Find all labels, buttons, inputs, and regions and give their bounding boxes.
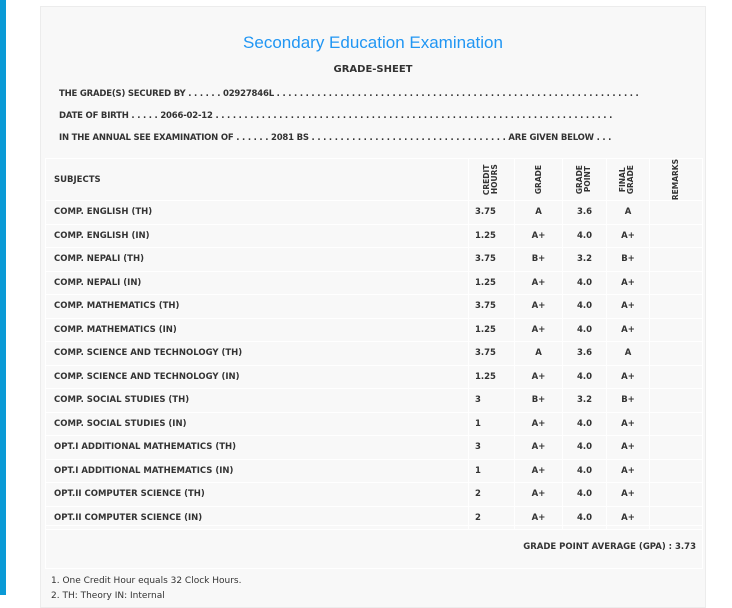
remarks-cell <box>650 271 703 295</box>
credit-hours-cell: 1.25 <box>469 318 515 342</box>
subject-cell: OPT.I ADDITIONAL MATHEMATICS (IN) <box>46 459 469 483</box>
grade-cell: B+ <box>515 248 563 272</box>
table-row <box>46 483 703 507</box>
table-row <box>46 271 703 295</box>
table-row <box>46 248 703 272</box>
remarks-cell <box>650 248 703 272</box>
grade-cell: A+ <box>515 224 563 248</box>
subject-cell: COMP. SCIENCE AND TECHNOLOGY (TH) <box>46 342 469 366</box>
exam-title: Secondary Education Examination <box>243 33 503 52</box>
remarks-cell <box>650 342 703 366</box>
table-header <box>46 159 703 201</box>
subject-cell: COMP. MATHEMATICS (IN) <box>46 318 469 342</box>
subject-cell: COMP. SOCIAL STUDIES (TH) <box>46 389 469 413</box>
final-grade-cell: A+ <box>607 318 650 342</box>
remarks-cell <box>650 483 703 507</box>
credit-hours-cell: 3 <box>469 389 515 413</box>
credit-hours-cell: 3 <box>469 436 515 460</box>
table-row <box>46 224 703 248</box>
grade-cell: A+ <box>515 318 563 342</box>
credit-hours-cell: 1 <box>469 412 515 436</box>
table-row <box>46 459 703 483</box>
final-grade-cell: A+ <box>607 436 650 460</box>
grade-point-cell: 4.0 <box>563 295 607 319</box>
remarks-cell <box>650 224 703 248</box>
gpa-value: GRADE POINT AVERAGE (GPA) : 3.73 <box>523 542 696 552</box>
remarks-cell <box>650 389 703 413</box>
subject-cell: OPT.II COMPUTER SCIENCE (TH) <box>46 483 469 507</box>
grade-cell: A+ <box>515 506 563 530</box>
final-grade-cell: A <box>607 342 650 366</box>
subject-cell: COMP. SOCIAL STUDIES (IN) <box>46 412 469 436</box>
gpa-row <box>45 525 703 569</box>
left-accent-bar <box>0 0 6 595</box>
final-grade-cell: A+ <box>607 483 650 507</box>
grade-cell: A+ <box>515 412 563 436</box>
grade-point-cell: 4.0 <box>563 365 607 389</box>
credit-hours-cell: 3.75 <box>469 295 515 319</box>
subject-cell: COMP. SCIENCE AND TECHNOLOGY (IN) <box>46 365 469 389</box>
grade-point-cell: 4.0 <box>563 224 607 248</box>
grade-cell: A+ <box>515 365 563 389</box>
final-grade-cell: A+ <box>607 271 650 295</box>
note-item: 2. TH: Theory IN: Internal <box>51 591 165 601</box>
grade-point-cell: 3.2 <box>563 389 607 413</box>
header-credit-hours: CREDIT HOURS <box>481 164 499 195</box>
subject-cell: OPT.II COMPUTER SCIENCE (IN) <box>46 506 469 530</box>
credit-hours-cell: 2 <box>469 506 515 530</box>
subject-cell: COMP. ENGLISH (IN) <box>46 224 469 248</box>
table-row <box>46 318 703 342</box>
remarks-cell <box>650 201 703 225</box>
grade-cell: A <box>515 201 563 225</box>
table-row <box>46 201 703 225</box>
grade-cell: A+ <box>515 436 563 460</box>
header-grade-point: GRADE POINT <box>574 165 592 195</box>
remarks-cell <box>650 365 703 389</box>
grade-cell: B+ <box>515 389 563 413</box>
credit-hours-cell: 1.25 <box>469 224 515 248</box>
credit-hours-cell: 3.75 <box>469 342 515 366</box>
subject-cell: COMP. ENGLISH (TH) <box>46 201 469 225</box>
grade-cell: A+ <box>515 271 563 295</box>
grade-point-cell: 3.6 <box>563 201 607 225</box>
remarks-cell <box>650 412 703 436</box>
credit-hours-cell: 1.25 <box>469 271 515 295</box>
final-grade-cell: A+ <box>607 412 650 436</box>
note-item: 1. One Credit Hour equals 32 Clock Hours. <box>51 576 242 586</box>
subject-cell: OPT.I ADDITIONAL MATHEMATICS (TH) <box>46 436 469 460</box>
credit-hours-cell: 1.25 <box>469 365 515 389</box>
grade-cell: A+ <box>515 295 563 319</box>
notes <box>51 574 241 604</box>
table-row <box>46 342 703 366</box>
header-final-grade: FINAL GRADE <box>618 165 635 195</box>
grade-cell: A+ <box>515 483 563 507</box>
symbol-number-line: THE GRADE(S) SECURED BY . . . . . . 02927846L . . . . . . . . . . . . . . . . . . . . . . . . . . . . . . . . . . . . . . . . . . . . . . . . . . . . . . . . . . . . . . . <box>59 89 639 99</box>
subject-cell: COMP. NEPALI (TH) <box>46 248 469 272</box>
credit-hours-cell: 3.75 <box>469 201 515 225</box>
final-grade-cell: A <box>607 201 650 225</box>
credit-hours-cell: 1 <box>469 459 515 483</box>
remarks-cell <box>650 459 703 483</box>
grade-point-cell: 4.0 <box>563 459 607 483</box>
table-row <box>46 412 703 436</box>
final-grade-cell: A+ <box>607 224 650 248</box>
table-row <box>46 295 703 319</box>
header-subjects: SUBJECTS <box>46 159 469 201</box>
grade-point-cell: 4.0 <box>563 483 607 507</box>
dob-line: DATE OF BIRTH . . . . . 2066-02-12 . . . . . . . . . . . . . . . . . . . . . . . . . . . . . . . . . . . . . . . . . . . . . . . . . . . . . . . . . . . . . . . . . . . . . <box>59 111 613 121</box>
final-grade-cell: B+ <box>607 389 650 413</box>
final-grade-cell: A+ <box>607 506 650 530</box>
grade-point-cell: 4.0 <box>563 271 607 295</box>
remarks-cell <box>650 295 703 319</box>
remarks-cell <box>650 318 703 342</box>
header-remarks: REMARKS <box>671 159 680 201</box>
credit-hours-cell: 3.75 <box>469 248 515 272</box>
table-row <box>46 436 703 460</box>
remarks-cell <box>650 436 703 460</box>
header-grade: GRADE <box>533 165 543 195</box>
credit-hours-cell: 2 <box>469 483 515 507</box>
exam-year-line: IN THE ANNUAL SEE EXAMINATION OF . . . . . . 2081 BS . . . . . . . . . . . . . . . . . . . . . . . . . . . . . . . . . . ARE GIVEN BELOW . . . <box>59 133 612 143</box>
grade-cell: A+ <box>515 459 563 483</box>
final-grade-cell: B+ <box>607 248 650 272</box>
final-grade-cell: A+ <box>607 459 650 483</box>
table-row <box>46 365 703 389</box>
final-grade-cell: A+ <box>607 295 650 319</box>
grade-point-cell: 3.6 <box>563 342 607 366</box>
grade-sheet-heading: GRADE-SHEET <box>333 64 413 75</box>
subject-cell: COMP. MATHEMATICS (TH) <box>46 295 469 319</box>
grade-point-cell: 3.2 <box>563 248 607 272</box>
final-grade-cell: A+ <box>607 365 650 389</box>
grade-cell: A <box>515 342 563 366</box>
grade-sheet-card <box>40 6 706 608</box>
grade-point-cell: 4.0 <box>563 412 607 436</box>
subject-cell: COMP. NEPALI (IN) <box>46 271 469 295</box>
table-row <box>46 389 703 413</box>
grades-table <box>45 158 703 530</box>
grade-point-cell: 4.0 <box>563 436 607 460</box>
grade-point-cell: 4.0 <box>563 506 607 530</box>
grade-point-cell: 4.0 <box>563 318 607 342</box>
